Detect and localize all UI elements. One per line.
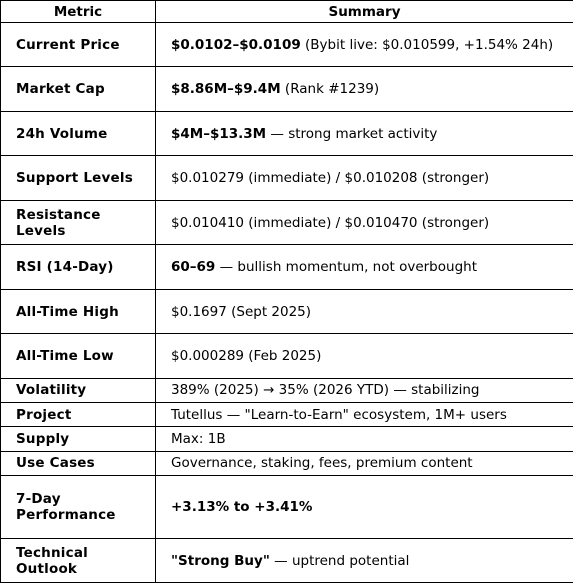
summary-cell	[156, 289, 573, 333]
table-row	[1, 289, 573, 333]
summary-bold: 60–69	[171, 259, 216, 276]
summary-text: — strong market activity	[266, 125, 438, 142]
summary-cell	[156, 427, 573, 451]
metric-cell: All-Time Low	[1, 334, 156, 378]
summary-text: Tutellus — "Learn-to-Earn" ecosystem, 1M+ users	[171, 406, 507, 423]
metric-cell: 7-Day Performance	[1, 475, 156, 539]
table-row	[1, 334, 573, 378]
table-row	[1, 475, 573, 539]
summary-cell	[156, 111, 573, 155]
summary-cell	[156, 334, 573, 378]
metric-cell: Technical Outlook	[1, 539, 156, 583]
metric-cell: All-Time High	[1, 289, 156, 333]
metric-cell: 24h Volume	[1, 111, 156, 155]
metric-cell: RSI (14-Day)	[1, 245, 156, 289]
summary-text: 389% (2025) → 35% (2026 YTD) — stabilizing	[171, 382, 480, 399]
table-row	[1, 378, 573, 402]
metric-cell: Supply	[1, 427, 156, 451]
table-row	[1, 245, 573, 289]
summary-cell	[156, 23, 573, 67]
table-row	[1, 427, 573, 451]
summary-text: $0.000289 (Feb 2025)	[171, 348, 322, 365]
summary-cell	[156, 451, 573, 475]
summary-bold: $4M–$13.3M	[171, 125, 267, 142]
metric-cell: Resistance Levels	[1, 200, 156, 244]
summary-text: — uptrend potential	[269, 552, 410, 569]
summary-cell	[156, 200, 573, 244]
summary-cell	[156, 378, 573, 402]
summary-bold: +3.13% to +3.41%	[171, 499, 313, 516]
header-summary: Summary	[156, 1, 573, 23]
summary-text: Governance, staking, fees, premium content	[171, 455, 473, 472]
metric-cell: Project	[1, 403, 156, 427]
summary-text: $0.010279 (immediate) / $0.010208 (stronger)	[171, 170, 490, 187]
summary-text: (Bybit live: $0.010599, +1.54% 24h)	[300, 36, 554, 53]
table-row	[1, 200, 573, 244]
summary-cell	[156, 403, 573, 427]
table-row	[1, 403, 573, 427]
summary-bold: "Strong Buy"	[171, 552, 270, 569]
summary-cell	[156, 475, 573, 539]
summary-text: Max: 1B	[171, 430, 226, 447]
header-metric: Metric	[1, 1, 156, 23]
table-row	[1, 539, 573, 583]
summary-cell	[156, 245, 573, 289]
summary-cell	[156, 67, 573, 111]
summary-text: — bullish momentum, not overbought	[215, 259, 477, 276]
metric-cell: Market Cap	[1, 67, 156, 111]
summary-cell	[156, 156, 573, 200]
table-row	[1, 111, 573, 155]
summary-text: $0.010410 (immediate) / $0.010470 (stronger)	[171, 214, 490, 231]
summary-text: $0.1697 (Sept 2025)	[171, 303, 312, 320]
table-row	[1, 67, 573, 111]
summary-text: (Rank #1239)	[280, 81, 380, 98]
table-row	[1, 156, 573, 200]
metric-cell: Support Levels	[1, 156, 156, 200]
table-row	[1, 23, 573, 67]
metric-cell: Use Cases	[1, 451, 156, 475]
metric-cell: Volatility	[1, 378, 156, 402]
table-row	[1, 451, 573, 475]
summary-bold: $0.0102–$0.0109	[171, 36, 301, 53]
summary-cell	[156, 539, 573, 583]
summary-bold: $8.86M–$9.4M	[171, 81, 281, 98]
metric-cell: Current Price	[1, 23, 156, 67]
table-header-row	[1, 1, 573, 23]
